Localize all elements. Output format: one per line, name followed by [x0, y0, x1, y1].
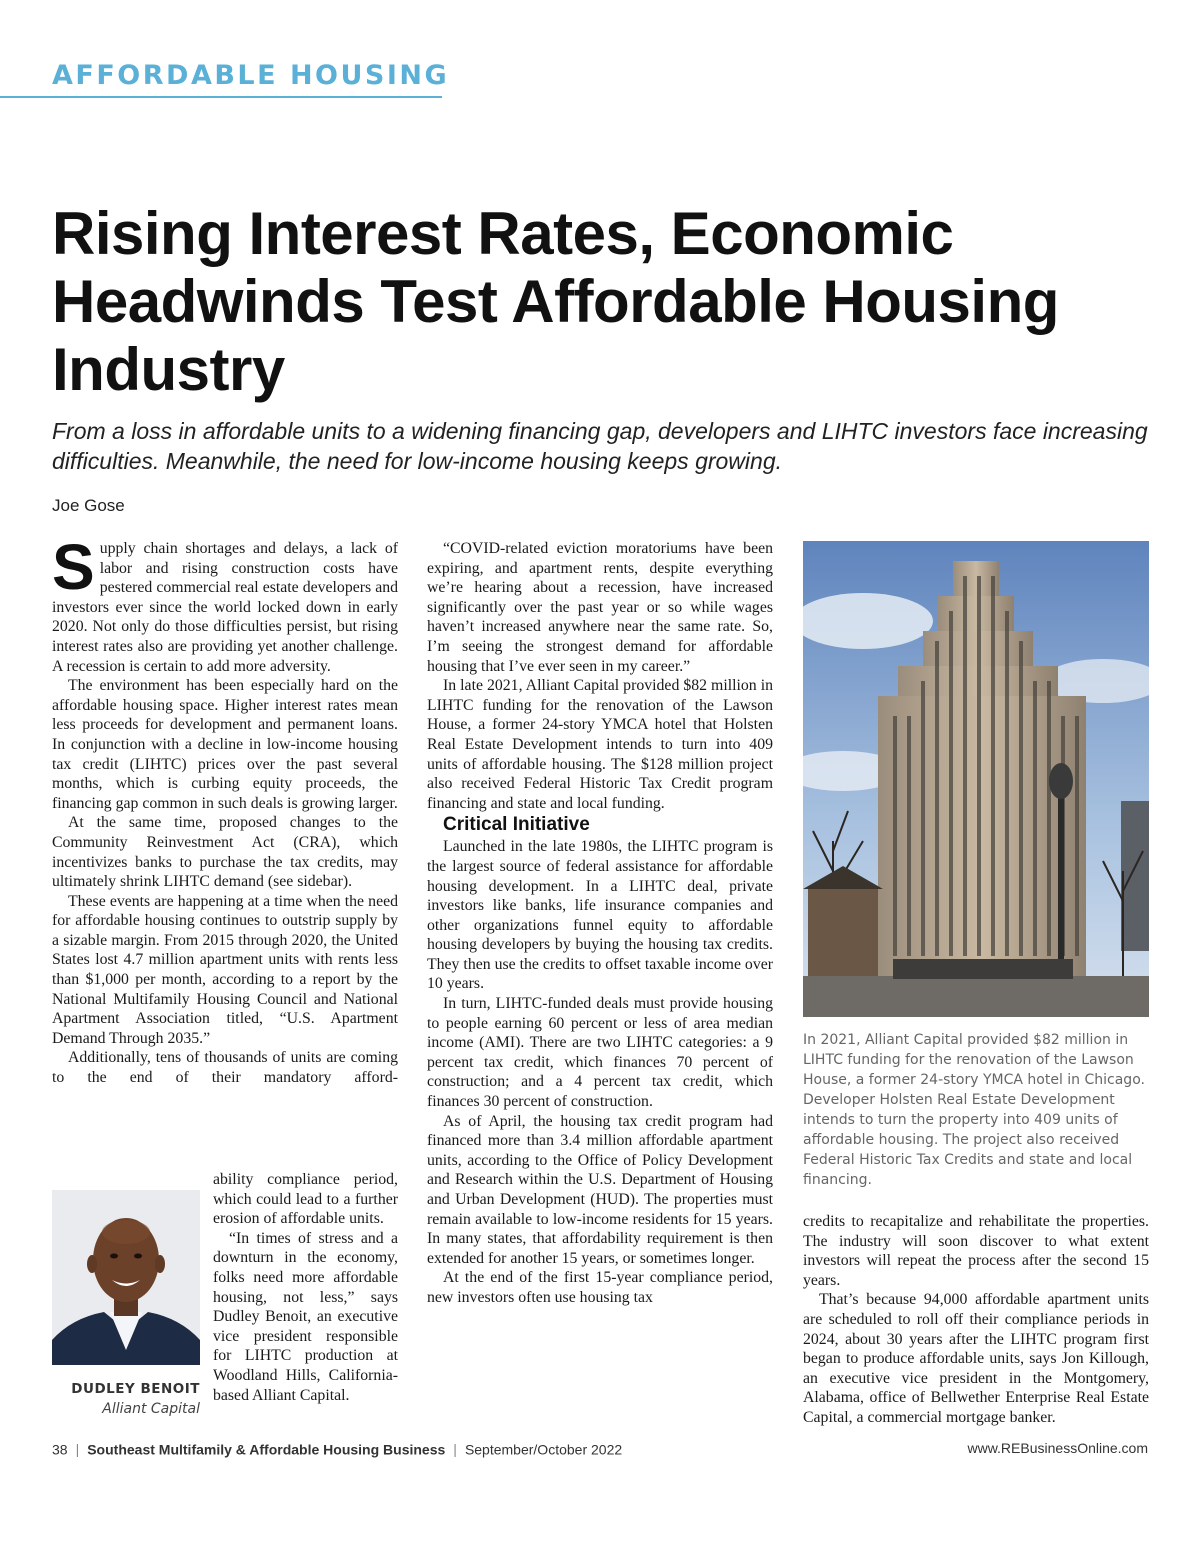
issue-date: September/October 2022 — [464, 1441, 623, 1458]
paragraph: “In times of stress and a downturn in the economy, folks need more affordable housing, not less,” says Dudley Benoit, an executive vice president responsible for LIHTC production at Woodland Hills, California-based Alliant Capital. — [213, 1229, 398, 1404]
paragraph: In turn, LIHTC-funded deals must provide housing to people earning 60 percent or less of area median income (AMI). There are two LIHTC categories: a 9 percent tax credit, which finances 70 percent of construction; and a 4 percent tax credit, which finances 30 percent of construction. — [427, 995, 773, 1111]
paragraph: ability compliance period, which could lead to a further erosion of affordable units. — [213, 1171, 398, 1228]
paragraph: As of April, the housing tax credit program had financed more than 3.4 million affordable apartment units, according to the Office of Policy Development and Research within the U.S. Department of Housing and Urban Development (HUD). The properties must remain available to low-income residents for 15 years. In many states, that affordability requirement is then extended for another 15 years, or sometimes longer. — [427, 1112, 773, 1267]
article-column-3 — [803, 1212, 1149, 1428]
dudley-benoit-photo — [52, 1190, 200, 1365]
section-label: AFFORDABLE HOUSING — [52, 60, 450, 91]
paragraph: In late 2021, Alliant Capital provided $82 million in LIHTC funding for the renovation of the Lawson House, a former 24-story YMCA hotel that Holsten Real Estate Development intends to turn into 409 units of affordable housing. The $128 million project also received Federal Historic Tax Credit program financing and state and local funding. — [427, 677, 773, 812]
paragraph: At the end of the first 15-year compliance period, new investors often use housing tax — [427, 1269, 773, 1306]
photo-caption: In 2021, Alliant Capital provided $82 million in LIHTC funding for the renovation of the Lawson House, a former 24-story YMCA hotel in Chicago. Developer Holsten Real Estate Development intends to turn the property into 409 units of affordable housing. The project also received Federal Historic Tax Credits and state and local financing. — [803, 1032, 1145, 1188]
lawson-house-photo — [803, 541, 1149, 1017]
headline: Rising Interest Rates, Economic Headwinds Test Affordable Housing Industry — [52, 200, 1059, 403]
paragraph: The environment has been especially hard on the affordable housing space. Higher interest rates mean less proceeds for development and permanent loans. In conjunction with a decline in low-income housing tax credit (LIHTC) prices over the past several months, which is curbing equity proceeds, the financing gap common in such deals is growing larger. — [52, 677, 398, 812]
paragraph: That’s because 94,000 affordable apartment units are scheduled to roll off their compliance periods in 2024, about 30 years after the LIHTC program first began to produce affordable units, says Jon Killough, an executive vice president in the Montgomery, Alabama, office of Bellwether Enterprise Real Estate Capital, a commercial mortgage banker. — [803, 1291, 1149, 1426]
byline: Joe Gose — [52, 496, 125, 515]
paragraph: Additionally, tens of thousands of units are coming to the end of their mandatory afford- — [52, 1049, 398, 1087]
paragraph: “COVID-related eviction moratoriums have been expiring, and apartment rents, despite everything we’re hearing about a recession, have increased significantly over the past year or so while wages haven’t increased anywhere near the same rate. So, I’m seeing the strongest demand for affordable housing that I’ve ever seen in my career.” — [427, 540, 773, 675]
website-link[interactable]: www.REBusinessOnline.com — [967, 1440, 1148, 1456]
page-number: 38 — [52, 1441, 68, 1458]
paragraph: Launched in the late 1980s, the LIHTC program is the largest source of federal assistance for affordable housing development. In a LIHTC deal, private investors like banks, life insurance companies and other organizations funnel equity to affordable housing developers by buying the housing tax credits. They then use the credits to offset taxable income over 10 years. — [427, 838, 773, 993]
person-name: DUDLEY BENOIT — [71, 1381, 200, 1397]
footer-separator: | — [453, 1441, 457, 1458]
publication-name: Southeast Multifamily & Affordable Housing Business — [87, 1441, 446, 1458]
article-column-1-wrap — [213, 1170, 398, 1405]
subheading: Critical Initiative — [443, 814, 590, 836]
paragraph: Supply chain shortages and delays, a lack of labor and rising construction costs have pestered commercial real estate developers and investors ever since the world locked down in early 2020. Not only do those difficulties persist, but rising interest rates also are providing yet another challenge. A recession is certain to add more adversity. — [52, 531, 398, 675]
paragraph: These events are happening at a time when the need for affordable housing continues to outstrip supply by a sizable margin. From 2015 through 2020, the United States lost 4.7 million apartment units with rents less than $1,000 per month, according to a report by the National Multifamily Housing Council and National Apartment Association titled, “U.S. Apartment Demand Through 2035.” — [52, 892, 398, 1047]
person-company: Alliant Capital — [102, 1401, 200, 1417]
paragraph: At the same time, proposed changes to the Community Reinvestment Act (CRA), which incentivizes banks to purchase the tax credits, may ultimately shrink LIHTC demand (see sidebar). — [52, 814, 398, 891]
article-column-2 — [427, 539, 773, 1308]
drop-cap: S — [52, 531, 95, 603]
footer-separator: | — [75, 1441, 80, 1458]
article-column-1 — [52, 531, 398, 1088]
page-footer — [52, 1440, 1148, 1457]
deck: From a loss in affordable units to a widening financing gap, developers and LIHTC investors face increasing difficulties. Meanwhile, the need for low-income housing keeps growing. — [52, 418, 1148, 474]
section-rule — [0, 96, 442, 98]
paragraph: credits to recapitalize and rehabilitate the properties. The industry will soon discover to what extent investors will repeat the process after the second 15 years. — [803, 1213, 1149, 1289]
